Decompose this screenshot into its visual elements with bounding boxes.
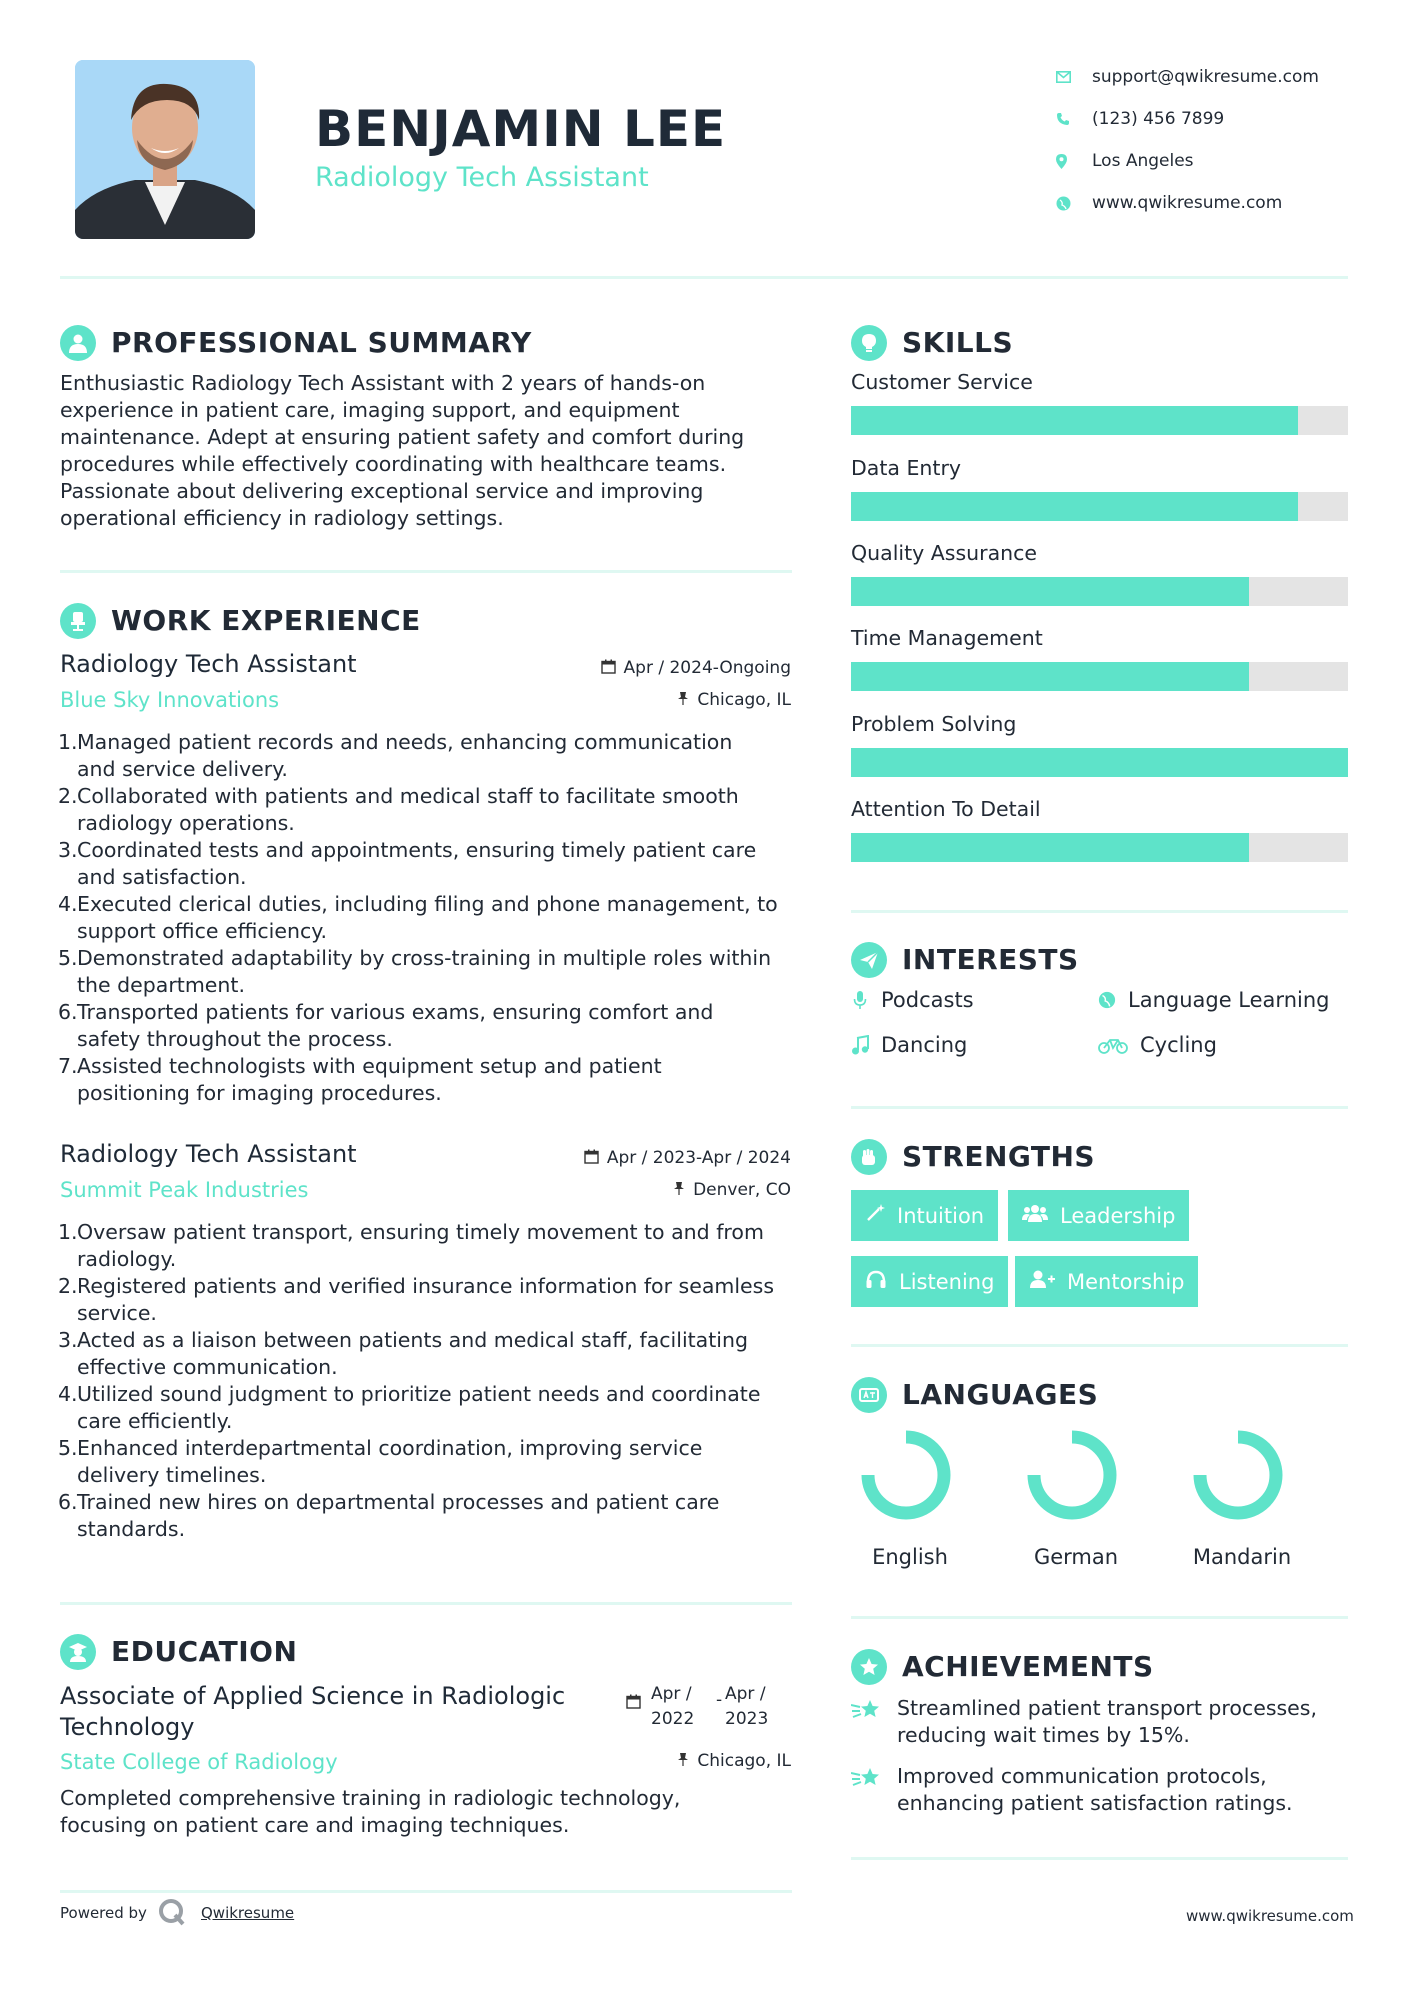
- experience-title: WORK EXPERIENCE: [111, 604, 421, 637]
- achievement-item: Improved communication protocols, enhancing patient satisfaction ratings.: [897, 1764, 1293, 1815]
- list-item: 5. Enhanced interdepartmental coordination, improving service delivery timelines.: [58, 1436, 703, 1487]
- globe-icon: [1098, 990, 1116, 1010]
- skill-fill: [851, 577, 1249, 606]
- list-item: 1. Oversaw patient transport, ensuring timely movement to and from radiology.: [58, 1220, 764, 1271]
- skills-divider: [851, 910, 1348, 913]
- contact-location: [1056, 140, 1356, 182]
- music-note-icon: [851, 1035, 869, 1055]
- skill-fill: [851, 662, 1249, 691]
- job-2-title: Radiology Tech Assistant: [60, 1140, 357, 1168]
- list-item: 4. Utilized sound judgment to prioritize patient needs and coordinate care efficiently.: [58, 1382, 761, 1433]
- interest-language-learning: [1098, 988, 1329, 1012]
- candidate-name: BENJAMIN LEE: [315, 100, 727, 158]
- contact-list: [1056, 56, 1356, 224]
- job-1-company: Blue Sky Innovations: [60, 688, 280, 712]
- skill-item: [851, 797, 1348, 882]
- strength-label: Mentorship: [1067, 1269, 1185, 1294]
- pushpin-icon: [673, 1181, 685, 1200]
- language-name: German: [1033, 1545, 1119, 1569]
- degree-line: Technology: [60, 1713, 195, 1741]
- summary-line: Enthusiastic Radiology Tech Assistant with 2 years of hands-on: [60, 371, 706, 395]
- skill-bar: [851, 406, 1348, 435]
- contact-email[interactable]: [1056, 56, 1356, 98]
- list-item: 2. Registered patients and verified insurance information for seamless service.: [58, 1274, 775, 1325]
- strength-label: Listening: [899, 1269, 995, 1294]
- language-level-rings: [851, 1425, 1348, 1525]
- magic-wand-icon: [865, 1203, 885, 1228]
- contact-website-text: www.qwikresume.com: [1092, 193, 1283, 213]
- summary-divider: [60, 570, 792, 573]
- education-location-text: Chicago, IL: [697, 1751, 791, 1771]
- skill-fill: [851, 492, 1298, 521]
- job-1-date: [500, 658, 791, 678]
- summary-text: [60, 370, 800, 532]
- fist-icon: [858, 1146, 880, 1168]
- school-name: State College of Radiology: [60, 1750, 338, 1774]
- achievements-divider: [851, 1857, 1348, 1860]
- strength-chip-listening: [851, 1256, 1008, 1307]
- strength-label: Leadership: [1060, 1203, 1176, 1228]
- skills-title: SKILLS: [902, 326, 1014, 359]
- experience-divider: [60, 1602, 792, 1605]
- skill-name: Attention To Detail: [851, 797, 1041, 821]
- users-icon: [1022, 1203, 1048, 1228]
- contact-location-text: Los Angeles: [1092, 151, 1194, 171]
- degree-title: [60, 1681, 565, 1743]
- summary-line: experience in patient care, imaging support, and equipment: [60, 398, 680, 422]
- job-1-location: [500, 690, 791, 710]
- interest-label: Dancing: [881, 1033, 968, 1057]
- skill-item: [851, 370, 1348, 456]
- job-2-location: [500, 1180, 791, 1200]
- education-date-separator: -: [716, 1690, 723, 1710]
- pushpin-icon: [677, 1752, 689, 1771]
- globe-icon: [1056, 196, 1092, 211]
- skill-item: [851, 456, 1348, 541]
- education-description: Completed comprehensive training in radiologic technology, focusing on patient care and imaging techniques.: [60, 1786, 681, 1837]
- skill-fill: [851, 406, 1298, 435]
- interest-podcasts: [851, 988, 974, 1012]
- person-portrait-icon: [75, 60, 255, 239]
- list-item: 4. Executed clerical duties, including filing and phone management, to support office efficiency.: [58, 892, 778, 943]
- summary-section-icon: [60, 325, 96, 361]
- achievements-title: ACHIEVEMENTS: [902, 1650, 1154, 1683]
- skill-bar: [851, 577, 1348, 606]
- interests-title: INTERESTS: [902, 943, 1079, 976]
- education-date-end: Apr / 2023: [725, 1684, 769, 1729]
- language-ring: [1034, 1437, 1110, 1513]
- strength-label: Intuition: [897, 1203, 985, 1228]
- header-divider: [60, 276, 1348, 279]
- skill-item: [851, 712, 1348, 797]
- job-2-company: Summit Peak Industries: [60, 1178, 309, 1202]
- phone-icon: [1056, 112, 1092, 126]
- contact-phone[interactable]: [1056, 98, 1356, 140]
- skill-bar: [851, 833, 1348, 862]
- skills-section-icon: [851, 325, 887, 361]
- user-icon: [67, 332, 89, 354]
- skill-bar: [851, 662, 1348, 691]
- list-item: 3. Acted as a liaison between patients and medical staff, facilitating effective communication.: [58, 1328, 748, 1379]
- education-section-icon: [60, 1634, 96, 1670]
- interests-section-icon: [851, 942, 887, 978]
- languages-title: LANGUAGES: [902, 1378, 1099, 1411]
- language-name: Mandarin: [1192, 1545, 1292, 1569]
- list-item: 2. Collaborated with patients and medical staff to facilitate smooth radiology operations.: [58, 784, 739, 835]
- job-1-title: Radiology Tech Assistant: [60, 650, 357, 678]
- language-ring: [868, 1437, 944, 1513]
- strength-chip-mentorship: [1015, 1256, 1198, 1307]
- footer-site-link[interactable]: www.qwikresume.com: [1186, 1907, 1354, 1925]
- calendar-icon: [584, 1149, 599, 1168]
- strength-chip-leadership: [1008, 1190, 1189, 1241]
- language-name: English: [872, 1545, 948, 1569]
- qwikresume-brand-link[interactable]: Qwikresume: [201, 1904, 295, 1922]
- contact-email-text: support@qwikresume.com: [1092, 67, 1319, 87]
- degree-line: Associate of Applied Science in Radiologic: [60, 1682, 566, 1710]
- strengths-title: STRENGTHS: [902, 1140, 1096, 1173]
- pushpin-icon: [677, 691, 689, 710]
- microphone-icon: [851, 990, 869, 1010]
- interest-label: Cycling: [1140, 1033, 1217, 1057]
- interest-cycling: [1098, 1033, 1217, 1057]
- list-item: 1. Managed patient records and needs, enhancing communication and service delivery.: [58, 730, 733, 781]
- list-item: 7. Assisted technologists with equipment setup and patient positioning for imaging procedures.: [58, 1054, 662, 1105]
- calendar-icon: [626, 1694, 641, 1713]
- skill-item: [851, 626, 1348, 712]
- summary-line: operational efficiency in radiology settings.: [60, 506, 504, 530]
- skill-bar: [851, 748, 1348, 777]
- strength-chip-intuition: [851, 1190, 998, 1241]
- shooting-star-icon: [851, 1765, 883, 1795]
- experience-section-icon: [60, 603, 96, 639]
- job-1-date-text: Apr / 2024-Ongoing: [623, 658, 791, 678]
- list-item: 6. Trained new hires on departmental processes and patient care standards.: [58, 1490, 720, 1541]
- skill-name: Customer Service: [851, 370, 1033, 394]
- skill-bar: [851, 492, 1348, 521]
- list-item: 5. Demonstrated adaptability by cross-training in multiple roles within the department.: [58, 946, 772, 997]
- qwikresume-logo-icon: [157, 1897, 187, 1931]
- job-2-duties: [58, 1219, 803, 1543]
- lightbulb-icon: [858, 332, 880, 354]
- summary-line: procedures while effectively coordinating with healthcare teams.: [60, 452, 727, 476]
- paper-plane-icon: [858, 949, 880, 971]
- skill-name: Quality Assurance: [851, 541, 1038, 565]
- job-1-location-text: Chicago, IL: [697, 690, 791, 710]
- contact-phone-text: (123) 456 7899: [1092, 109, 1225, 129]
- job-2-date: [500, 1148, 791, 1168]
- list-item: 3. Coordinated tests and appointments, ensuring timely patient care and satisfaction.: [58, 838, 757, 889]
- calendar-icon: [601, 659, 616, 678]
- education-location: [500, 1751, 791, 1771]
- skill-name: Problem Solving: [851, 712, 1017, 736]
- star-badge-icon: [858, 1656, 880, 1678]
- location-pin-icon: [1056, 154, 1092, 169]
- job-2-location-text: Denver, CO: [693, 1180, 791, 1200]
- languages-section-icon: [851, 1377, 887, 1413]
- job-1-duties: [58, 729, 803, 1107]
- achievements-section-icon: [851, 1649, 887, 1685]
- interest-dancing: [851, 1033, 967, 1057]
- candidate-role: Radiology Tech Assistant: [315, 162, 649, 193]
- summary-title: PROFESSIONAL SUMMARY: [111, 326, 532, 359]
- bicycle-icon: [1098, 1036, 1128, 1054]
- user-plus-icon: [1029, 1269, 1055, 1294]
- translate-icon: [858, 1384, 880, 1406]
- contact-website[interactable]: [1056, 182, 1356, 224]
- skill-item: [851, 541, 1348, 626]
- mail-icon: [1056, 71, 1092, 83]
- skill-name: Data Entry: [851, 456, 962, 480]
- language-ring: [1200, 1437, 1276, 1513]
- interest-label: Language Learning: [1128, 988, 1330, 1012]
- interests-divider: [851, 1106, 1348, 1109]
- languages-divider: [851, 1616, 1348, 1619]
- education-divider: [60, 1890, 792, 1893]
- education-date-start: Apr / 2022: [651, 1684, 695, 1729]
- summary-line: maintenance. Adept at ensuring patient safety and comfort during: [60, 425, 745, 449]
- skill-fill: [851, 748, 1348, 777]
- list-item: 6. Transported patients for various exams, ensuring comfort and safety throughout the process.: [58, 1000, 714, 1051]
- profile-photo: [75, 60, 255, 239]
- powered-by-label: Powered by: [60, 1904, 147, 1922]
- summary-line: Passionate about delivering exceptional service and improving: [60, 479, 704, 503]
- interest-label: Podcasts: [881, 988, 974, 1012]
- headphones-icon: [865, 1269, 887, 1294]
- education-title: EDUCATION: [111, 1635, 298, 1668]
- skill-name: Time Management: [851, 626, 1043, 650]
- skills-list: [851, 370, 1348, 882]
- shooting-star-icon: [851, 1697, 883, 1727]
- skill-fill: [851, 833, 1249, 862]
- job-2-date-text: Apr / 2023-Apr / 2024: [606, 1148, 791, 1168]
- chair-icon: [67, 610, 89, 632]
- achievement-item: Streamlined patient transport processes, reducing wait times by 15%.: [897, 1696, 1317, 1747]
- strengths-divider: [851, 1344, 1348, 1347]
- strengths-section-icon: [851, 1139, 887, 1175]
- graduate-icon: [67, 1641, 89, 1663]
